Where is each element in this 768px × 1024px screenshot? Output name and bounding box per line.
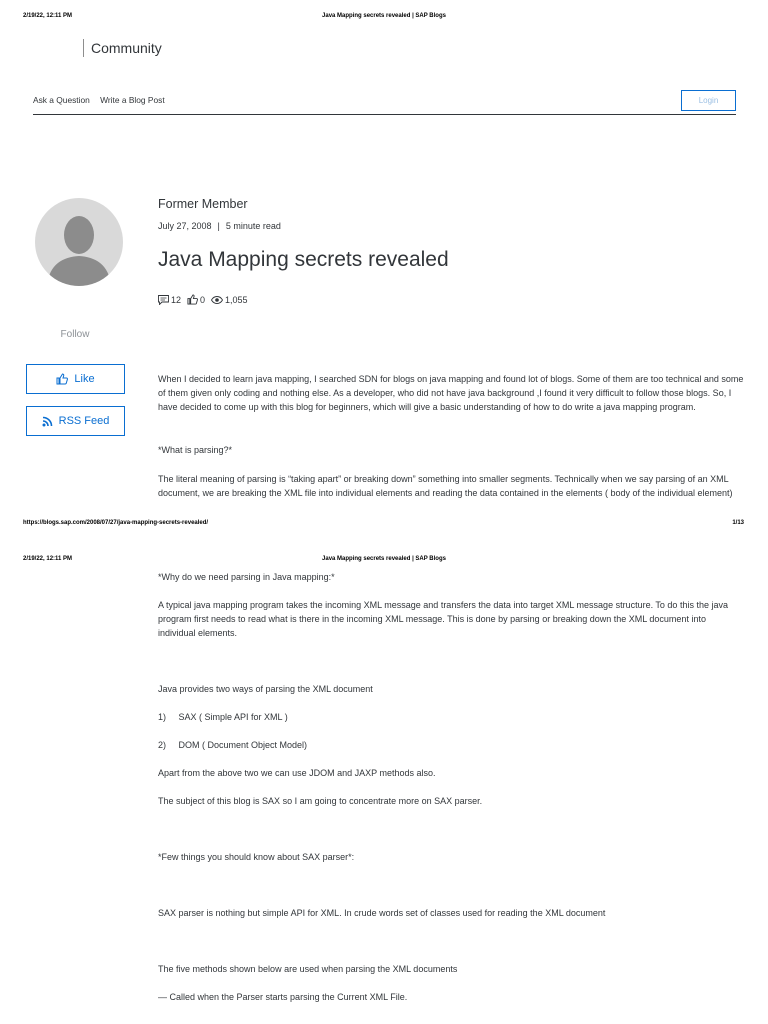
print-doc-title: Java Mapping secrets revealed | SAP Blogs — [322, 556, 446, 562]
print-footer — [0, 520, 768, 532]
nav-ask-question[interactable]: Ask a Question — [33, 95, 90, 105]
nav-write-blog-post[interactable]: Write a Blog Post — [100, 95, 165, 105]
print-url: https://blogs.sap.com/2008/07/27/java-mapping-secrets-revealed/ — [23, 520, 209, 526]
print-datetime: 2/19/22, 12:11 PM — [23, 556, 73, 562]
print-doc-title: Java Mapping secrets revealed | SAP Blogs — [322, 13, 446, 19]
paragraph: *Few things you should know about SAX parser*: — [158, 852, 355, 862]
rss-label: RSS Feed — [58, 415, 110, 427]
like-button[interactable] — [26, 364, 125, 394]
rss-icon — [42, 416, 53, 427]
author-name[interactable]: Former Member — [158, 197, 248, 211]
paragraph: The subject of this blog is SAX so I am going to concentrate more on SAX parser. — [158, 796, 483, 806]
community-brand[interactable]: Community — [83, 39, 162, 57]
views-count: 1,055 — [225, 294, 248, 305]
comments-stat[interactable] — [158, 295, 181, 305]
comments-count: 12 — [171, 294, 182, 305]
paragraph: SAX parser is nothing but simple API for XML. In crude words set of classes used for reading the XML document — [158, 908, 606, 918]
like-label: Like — [74, 373, 95, 385]
print-page-number: 1/13 — [732, 520, 744, 526]
rss-feed-button[interactable] — [26, 406, 125, 436]
likes-count: 0 — [200, 294, 206, 305]
print-datetime: 2/19/22, 12:11 PM — [23, 13, 73, 19]
eye-icon — [211, 296, 223, 304]
print-header — [0, 13, 768, 27]
comment-icon — [158, 295, 169, 305]
read-time: 5 minute read — [225, 221, 281, 231]
top-nav — [33, 95, 173, 105]
post-stats — [158, 294, 254, 305]
nav-divider — [33, 114, 736, 115]
meta-separator: | — [217, 221, 220, 231]
print-header — [0, 556, 768, 570]
paragraph: A typical java mapping program takes the incoming XML message and transfers the data into target XML message structure. To do this the java program first needs to read what is there in the incoming XML message. This is done by parsing or breaking down the XML document into individual elements. — [158, 600, 728, 638]
login-button[interactable]: Login — [681, 90, 736, 111]
paragraph: The literal meaning of parsing is “taking apart” or breaking down” something into smaller segments. Technically when we say parsing of an XML document, we are breaking the XML file into individual elements and reading the data contained in the elements ( body of the individual element) — [158, 474, 733, 498]
likes-stat[interactable] — [187, 294, 205, 305]
paragraph: 1) SAX ( Simple API for XML ) — [158, 712, 288, 722]
paragraph: Apart from the above two we can use JDOM and JAXP methods also. — [158, 768, 436, 778]
person-silhouette-icon — [35, 198, 123, 286]
paragraph: When I decided to learn java mapping, I searched SDN for blogs on java mapping and found lot of blogs. Some of them are too technical and some of them given only coding and nothing else. As a developer, who did not have java background ,I found it very difficult to follow those blogs. So, I have decided to come up with this blog for beginners, which will give a basic understanding of how to do write a java mapping program. — [158, 374, 744, 412]
follow-link[interactable]: Follow — [60, 329, 90, 340]
paragraph: *What is parsing?* — [158, 445, 233, 455]
views-stat — [211, 295, 248, 305]
paragraph: 2) DOM ( Document Object Model) — [158, 740, 308, 750]
paragraph: — Called when the Parser starts parsing the Current XML File. — [158, 992, 408, 1002]
thumbs-up-icon — [56, 373, 68, 385]
post-title: Java Mapping secrets revealed — [158, 248, 449, 271]
post-date: July 27, 2008 — [158, 221, 212, 231]
paragraph: Java provides two ways of parsing the XML document — [158, 684, 373, 694]
paragraph: The five methods shown below are used when parsing the XML documents — [158, 964, 458, 974]
thumbs-up-icon — [187, 294, 198, 305]
avatar — [35, 198, 123, 286]
paragraph: *Why do we need parsing in Java mapping:* — [158, 572, 335, 582]
post-meta — [158, 221, 281, 231]
